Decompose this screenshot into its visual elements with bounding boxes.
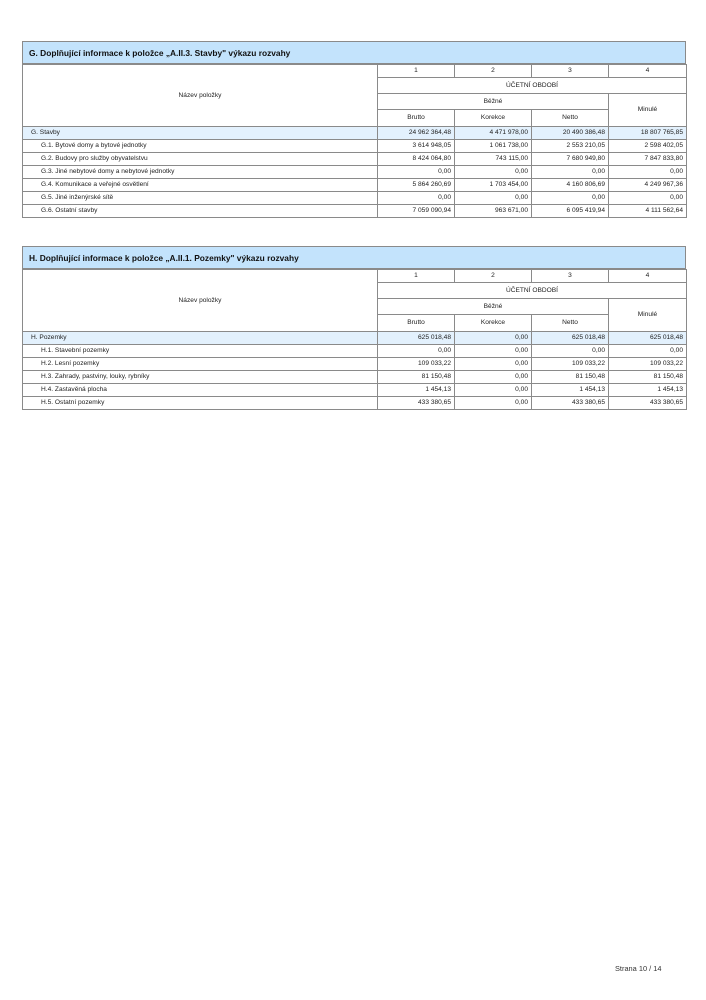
column-header-netto: Netto: [532, 110, 609, 127]
column-header-korekce: Korekce: [455, 315, 532, 332]
cell-minule: 4 249 967,36: [609, 179, 687, 192]
table-row: [23, 345, 687, 358]
page-number: Strana 10 / 14: [615, 964, 662, 973]
table-body: [23, 332, 687, 410]
total-row: [23, 332, 687, 345]
cell-korekce: 963 671,00: [455, 205, 532, 218]
row-name: G.4. Komunikace a veřejné osvětlení: [23, 179, 378, 192]
column-header-korekce: Korekce: [455, 110, 532, 127]
table-row: [23, 397, 687, 410]
cell-netto: 0,00: [532, 192, 609, 205]
cell-korekce: 0,00: [455, 358, 532, 371]
table-row: [23, 205, 687, 218]
column-number: 1: [378, 270, 455, 283]
column-header-name: Název položky: [23, 65, 378, 127]
table-row: [23, 192, 687, 205]
column-header-brutto: Brutto: [378, 110, 455, 127]
cell-netto: 20 490 386,48: [532, 127, 609, 140]
cell-brutto: 5 864 260,69: [378, 179, 455, 192]
previous-period-header: Minulé: [609, 94, 687, 127]
row-name: H. Pozemky: [23, 332, 378, 345]
column-number: 4: [609, 270, 687, 283]
cell-korekce: 743 115,00: [455, 153, 532, 166]
cell-brutto: 0,00: [378, 345, 455, 358]
row-name: G.3. Jiné nebytové domy a nebytové jednotky: [23, 166, 378, 179]
column-number: 1: [378, 65, 455, 78]
buildings-table: [22, 64, 687, 218]
cell-brutto: 81 150,48: [378, 371, 455, 384]
cell-minule: 433 380,65: [609, 397, 687, 410]
column-number: 2: [455, 65, 532, 78]
column-header-brutto: Brutto: [378, 315, 455, 332]
cell-brutto: 433 380,65: [378, 397, 455, 410]
cell-minule: 109 033,22: [609, 358, 687, 371]
section-h-land: [22, 246, 686, 410]
table-row: [23, 384, 687, 397]
column-number: 4: [609, 65, 687, 78]
period-header: ÚČETNÍ OBDOBÍ: [378, 78, 687, 94]
table-row: [23, 358, 687, 371]
cell-korekce: 0,00: [455, 192, 532, 205]
row-name: H.5. Ostatní pozemky: [23, 397, 378, 410]
cell-netto: 1 454,13: [532, 384, 609, 397]
cell-korekce: 0,00: [455, 371, 532, 384]
cell-minule: 4 111 562,64: [609, 205, 687, 218]
cell-brutto: 24 962 364,48: [378, 127, 455, 140]
cell-korekce: 0,00: [455, 332, 532, 345]
row-name: H.2. Lesní pozemky: [23, 358, 378, 371]
cell-korekce: 1 061 738,00: [455, 140, 532, 153]
land-table: [22, 269, 687, 410]
column-number: 3: [532, 65, 609, 78]
cell-minule: 7 847 833,80: [609, 153, 687, 166]
cell-minule: 2 598 402,05: [609, 140, 687, 153]
cell-netto: 0,00: [532, 345, 609, 358]
cell-netto: 0,00: [532, 166, 609, 179]
cell-korekce: 0,00: [455, 166, 532, 179]
column-header-netto: Netto: [532, 315, 609, 332]
cell-minule: 1 454,13: [609, 384, 687, 397]
column-number: 3: [532, 270, 609, 283]
cell-netto: 109 033,22: [532, 358, 609, 371]
cell-netto: 4 160 806,69: [532, 179, 609, 192]
cell-brutto: 1 454,13: [378, 384, 455, 397]
table-row: [23, 140, 687, 153]
row-name: G. Stavby: [23, 127, 378, 140]
cell-minule: 0,00: [609, 345, 687, 358]
section-title: H. Doplňující informace k položce „A.II.1. Pozemky" výkazu rozvahy: [22, 246, 686, 269]
section-g-buildings: [22, 41, 686, 218]
current-period-header: Běžné: [378, 94, 609, 110]
cell-netto: 7 680 949,80: [532, 153, 609, 166]
cell-korekce: 0,00: [455, 345, 532, 358]
row-name: G.5. Jiné inženýrské sítě: [23, 192, 378, 205]
previous-period-header: Minulé: [609, 299, 687, 332]
cell-minule: 18 807 765,85: [609, 127, 687, 140]
period-header: ÚČETNÍ OBDOBÍ: [378, 283, 687, 299]
row-name: G.6. Ostatní stavby: [23, 205, 378, 218]
table-row: [23, 153, 687, 166]
cell-brutto: 625 018,48: [378, 332, 455, 345]
cell-minule: 625 018,48: [609, 332, 687, 345]
row-name: H.3. Zahrady, pastviny, louky, rybníky: [23, 371, 378, 384]
table-row: [23, 166, 687, 179]
cell-korekce: 4 471 978,00: [455, 127, 532, 140]
cell-brutto: 3 614 948,05: [378, 140, 455, 153]
table-body: [23, 127, 687, 218]
column-number: 2: [455, 270, 532, 283]
table-row: [23, 371, 687, 384]
cell-netto: 2 553 210,05: [532, 140, 609, 153]
cell-netto: 433 380,65: [532, 397, 609, 410]
cell-brutto: 109 033,22: [378, 358, 455, 371]
cell-brutto: 7 059 090,94: [378, 205, 455, 218]
column-header-name: Název položky: [23, 270, 378, 332]
cell-minule: 81 150,48: [609, 371, 687, 384]
section-title: G. Doplňující informace k položce „A.II.3. Stavby" výkazu rozvahy: [22, 41, 686, 64]
row-name: H.1. Stavební pozemky: [23, 345, 378, 358]
cell-brutto: 0,00: [378, 192, 455, 205]
row-name: G.2. Budovy pro služby obyvatelstvu: [23, 153, 378, 166]
row-name: G.1. Bytové domy a bytové jednotky: [23, 140, 378, 153]
table-row: [23, 179, 687, 192]
cell-korekce: 0,00: [455, 397, 532, 410]
cell-brutto: 0,00: [378, 166, 455, 179]
row-name: H.4. Zastavěná plocha: [23, 384, 378, 397]
cell-korekce: 0,00: [455, 384, 532, 397]
cell-minule: 0,00: [609, 192, 687, 205]
current-period-header: Běžné: [378, 299, 609, 315]
total-row: [23, 127, 687, 140]
cell-netto: 625 018,48: [532, 332, 609, 345]
cell-netto: 81 150,48: [532, 371, 609, 384]
cell-minule: 0,00: [609, 166, 687, 179]
cell-netto: 6 095 419,94: [532, 205, 609, 218]
cell-brutto: 8 424 064,80: [378, 153, 455, 166]
cell-korekce: 1 703 454,00: [455, 179, 532, 192]
